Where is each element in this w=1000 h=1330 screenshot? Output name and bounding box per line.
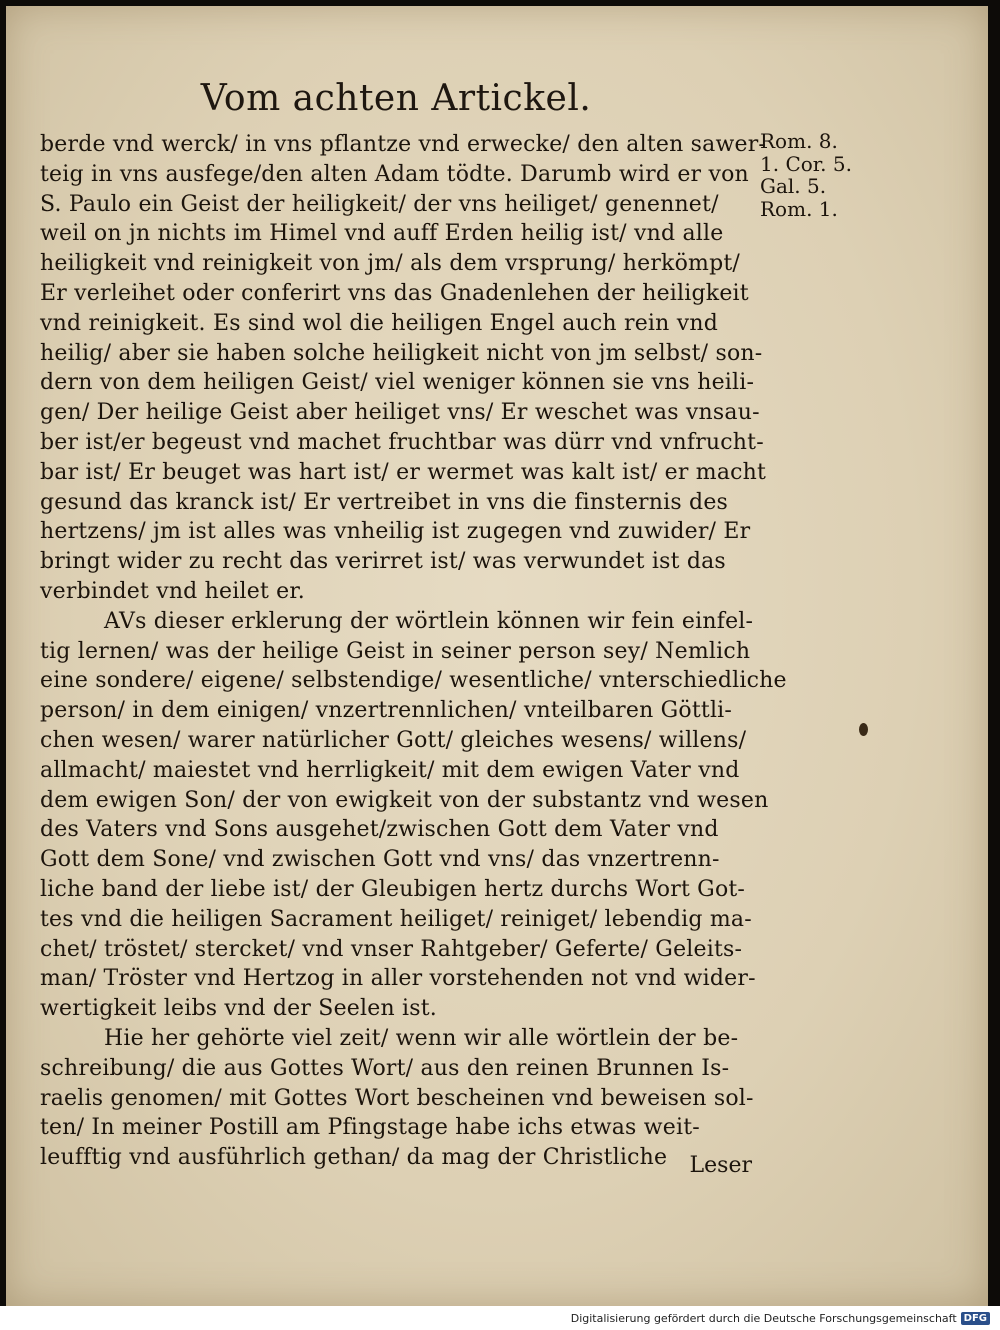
margin-note: Gal. 5.	[760, 174, 827, 198]
text-line: liche band der liebe ist/ der Gleubigen hertz durchs Wort Got-	[40, 876, 746, 902]
text-line: ten/ In meiner Postill am Pfingstage habe ichs etwas weit-	[40, 1115, 700, 1141]
text-line: gesund das kranck ist/ Er vertreibet in vns die finsternis des	[40, 489, 729, 515]
margin-note: Rom. 1.	[760, 196, 838, 221]
text-line: dem ewigen Son/ der von ewigkeit von der substantz vnd wesen	[40, 787, 769, 813]
text-line: vnd reinigkeit. Es sind wol die heiligen Engel auch rein vnd	[40, 310, 719, 336]
text-line: allmacht/ maiestet vnd herrligkeit/ mit dem ewigen Vater vnd	[40, 757, 740, 783]
text-line: Hie her gehörte viel zeit/ wenn wir alle wörtlein der be-	[104, 1025, 739, 1051]
text-line: eine sondere/ eigene/ selbstendige/ wesentliche/ vnterschiedliche	[40, 668, 787, 694]
text-line: gen/ Der heilige Geist aber heiliget vns/ Er weschet was vnsau-	[40, 400, 760, 426]
text-line: weil on jn nichts im Himel vnd auff Erden heilig ist/ vnd alle	[40, 221, 724, 247]
body-text	[40, 130, 787, 1173]
text-line: heilig/ aber sie haben solche heiligkeit nicht von jm selbst/ son-	[40, 340, 763, 366]
text-line: bar ist/ Er beuget was hart ist/ er wermet was kalt ist/ er macht	[40, 459, 767, 485]
text-line: tes vnd die heiligen Sacrament heiliget/ reiniget/ lebendig ma-	[40, 906, 752, 932]
text-line: des Vaters vnd Sons ausgehet/zwischen Gott dem Vater vnd	[40, 817, 719, 843]
text-line: ber ist/er begeust vnd machet fruchtbar was dürr vnd vnfrucht-	[40, 429, 764, 455]
ink-blot	[859, 723, 868, 736]
text-line: heiligkeit vnd reinigkeit von jm/ als dem vrsprung/ herkömpt/	[40, 251, 741, 277]
text-line: wertigkeit leibs vnd der Seelen ist.	[40, 996, 437, 1022]
text-line: AVs dieser erklerung der wörtlein können wir fein einfel-	[104, 608, 754, 634]
margin-note: Rom. 8.	[760, 129, 838, 153]
text-line: teig in vns ausfege/den alten Adam tödte. Darumb wird er von	[40, 161, 749, 187]
footer-credit: Digitalisierung gefördert durch die Deutsche Forschungsgemeinschaft	[570, 1311, 957, 1325]
text-line: bringt wider zu recht das verirret ist/ was verwundet ist das	[40, 549, 726, 575]
text-line: dern von dem heiligen Geist/ viel weniger können sie vns heili-	[40, 370, 755, 396]
text-line: Er verleihet oder conferirt vns das Gnadenlehen der heiligkeit	[40, 280, 749, 306]
margin-notes	[760, 130, 870, 220]
text-line: chen wesen/ warer natürlicher Gott/ gleiches wesens/ willens/	[40, 727, 747, 753]
text-line: man/ Tröster vnd Hertzog in aller vorstehenden not vnd wider-	[40, 966, 756, 992]
text-line: schreibung/ die aus Gottes Wort/ aus den reinen Brunnen Is-	[40, 1055, 730, 1081]
footer-bar	[0, 1306, 1000, 1330]
text-line: tig lernen/ was der heilige Geist in seiner person sey/ Nemlich	[40, 638, 751, 664]
text-line: verbindet vnd heilet er.	[40, 578, 305, 604]
page-title: Vom achten Artickel.	[200, 78, 592, 119]
text-line: Gott dem Sone/ vnd zwischen Gott vnd vns/ das vnzertrenn-	[40, 847, 720, 873]
text-line: person/ in dem einigen/ vnzertrennlichen/ vnteilbaren Göttli-	[40, 698, 733, 724]
catchword: Leser	[689, 1153, 752, 1178]
margin-note: 1. Cor. 5.	[760, 151, 852, 176]
text-line: S. Paulo ein Geist der heiligkeit/ der vns heiliget/ genennet/	[40, 191, 719, 217]
text-line: raelis genomen/ mit Gottes Wort bescheinen vnd beweisen sol-	[40, 1085, 754, 1111]
text-line: berde vnd werck/ in vns pflantze vnd erwecke/ den alten sawer-	[40, 132, 767, 157]
dfg-logo: DFG	[961, 1312, 990, 1325]
text-line: chet/ tröstet/ stercket/ vnd vnser Rahtgeber/ Geferte/ Geleits-	[40, 936, 743, 962]
book-page	[6, 6, 988, 1306]
text-line: leufftig vnd ausführlich gethan/ da mag der Christliche	[40, 1145, 668, 1171]
text-line: hertzens/ jm ist alles was vnheilig ist zugegen vnd zuwider/ Er	[40, 519, 751, 545]
